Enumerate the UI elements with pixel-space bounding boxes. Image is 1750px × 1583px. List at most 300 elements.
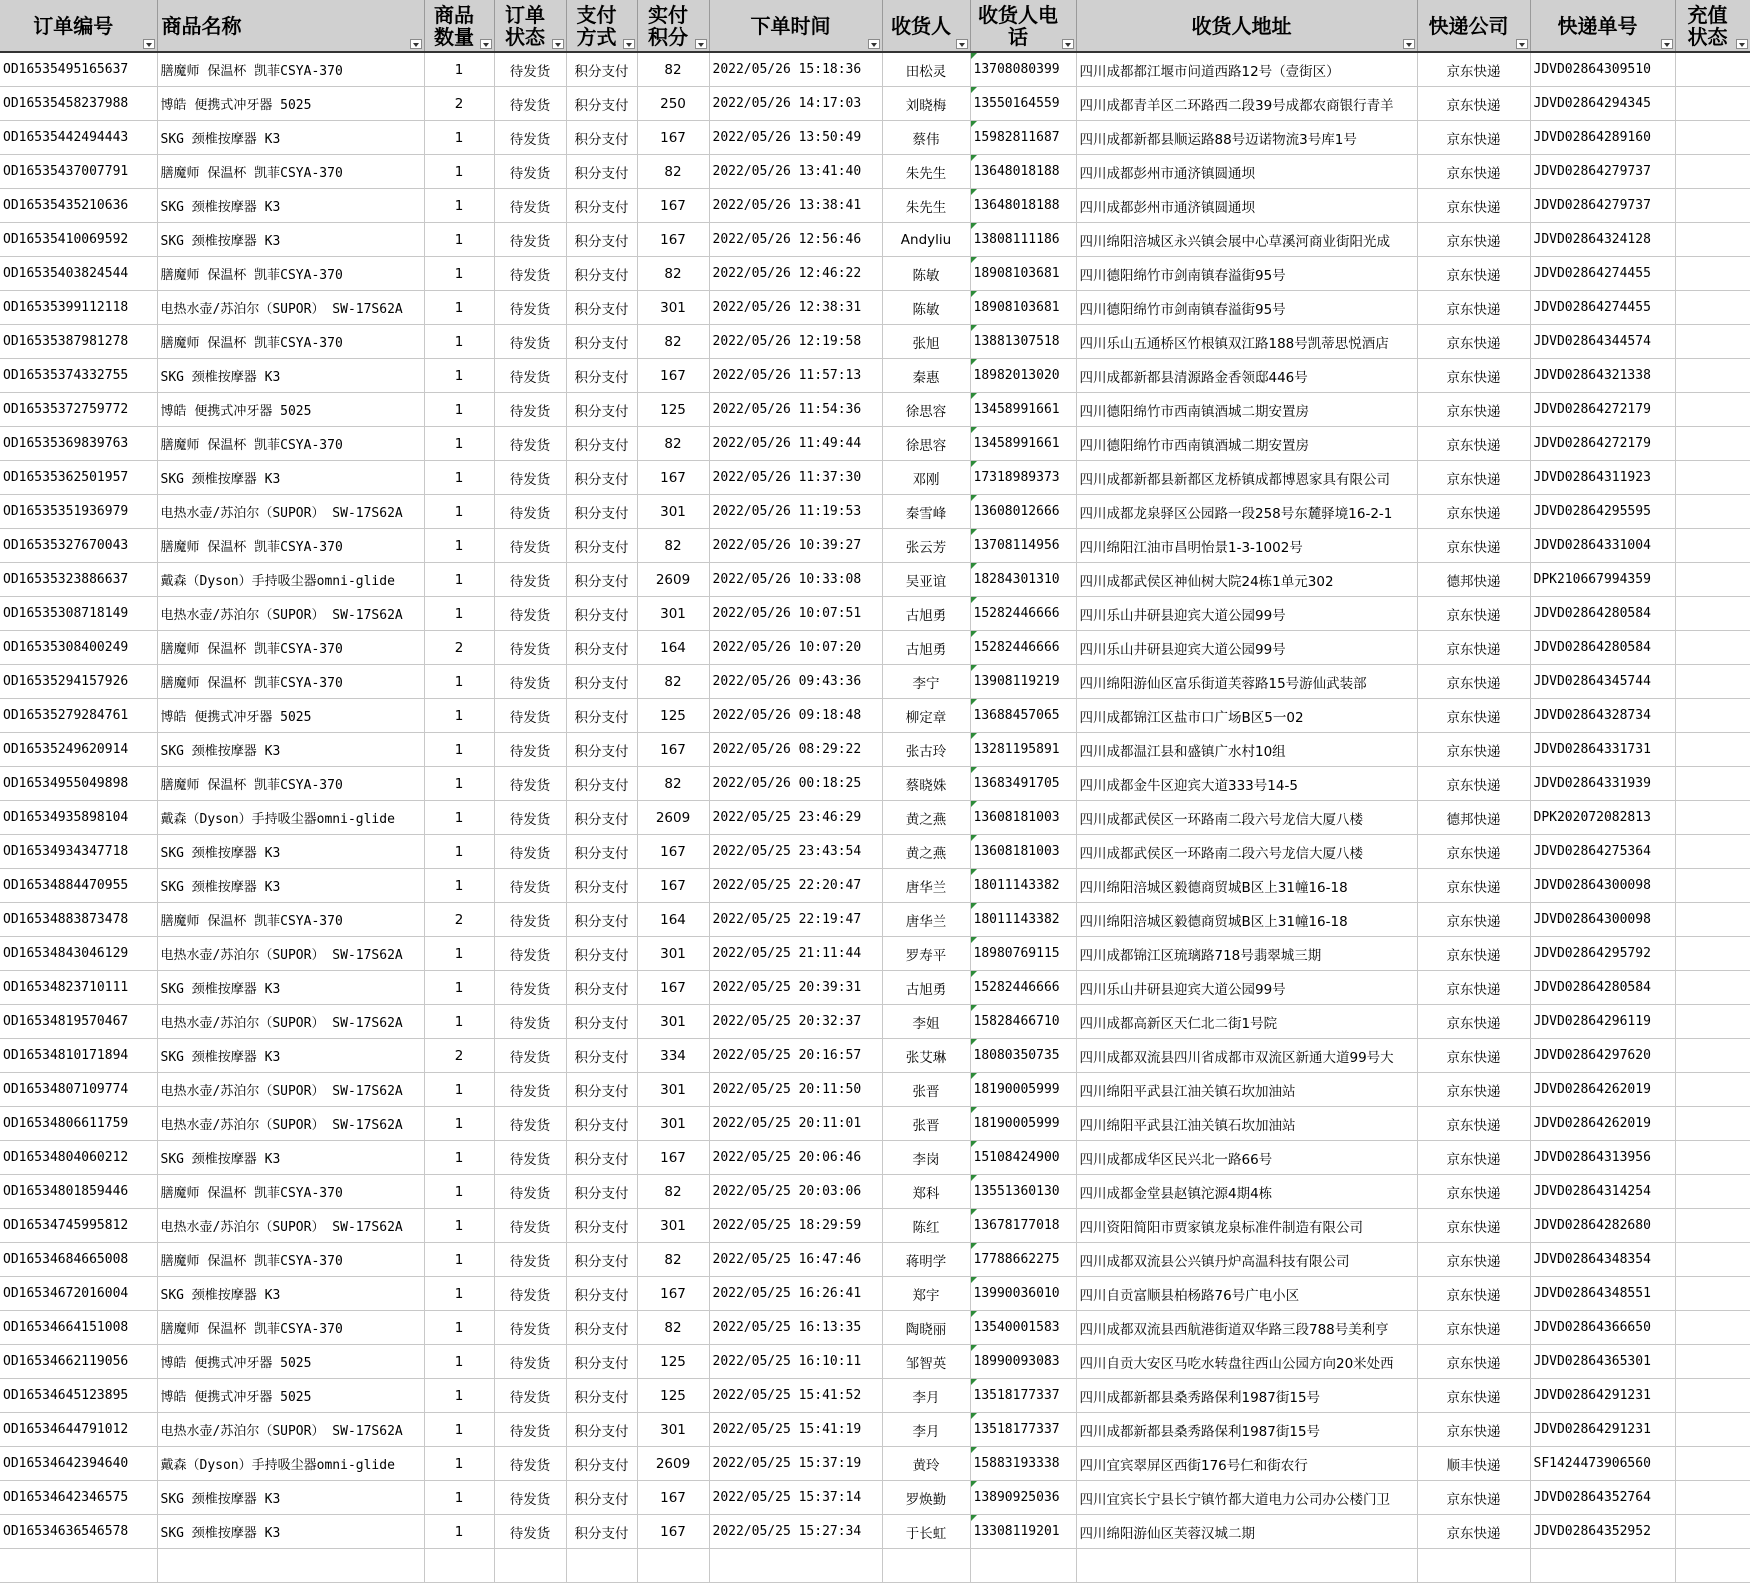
- table-row[interactable]: [0, 291, 1750, 325]
- cell-recharge-status[interactable]: [1675, 563, 1750, 597]
- cell-order-time[interactable]: 2022/05/25 22:20:47: [709, 869, 882, 903]
- empty-row[interactable]: [0, 1549, 1750, 1583]
- cell-order-id[interactable]: OD16534645123895: [0, 1379, 157, 1413]
- filter-dropdown-icon[interactable]: [1062, 39, 1074, 49]
- cell-order-time[interactable]: 2022/05/25 15:37:14: [709, 1481, 882, 1515]
- cell-order-time[interactable]: 2022/05/26 12:19:58: [709, 325, 882, 359]
- cell-recipient-phone[interactable]: 18284301310: [970, 563, 1076, 597]
- cell-quantity[interactable]: 1: [424, 52, 494, 87]
- cell-product-name[interactable]: 戴森（Dyson）手持吸尘器omni-glide: [157, 1447, 424, 1481]
- cell-points-paid[interactable]: 301: [637, 291, 709, 325]
- cell-recipient-address[interactable]: 四川绵阳平武县江油关镇石坎加油站: [1076, 1073, 1417, 1107]
- cell-recharge-status[interactable]: [1675, 1345, 1750, 1379]
- filter-dropdown-icon[interactable]: [410, 39, 422, 49]
- cell-recipient[interactable]: 古旭勇: [882, 971, 970, 1005]
- cell-quantity[interactable]: 1: [424, 1277, 494, 1311]
- cell-points-paid[interactable]: 334: [637, 1039, 709, 1073]
- cell-tracking-number[interactable]: JDVD02864294345: [1530, 87, 1675, 121]
- cell-points-paid[interactable]: 167: [637, 359, 709, 393]
- cell-order-status[interactable]: 待发货: [494, 699, 566, 733]
- cell-points-paid[interactable]: 125: [637, 393, 709, 427]
- table-row[interactable]: [0, 1345, 1750, 1379]
- cell-order-time[interactable]: 2022/05/26 11:57:13: [709, 359, 882, 393]
- cell-points-paid[interactable]: 167: [637, 1277, 709, 1311]
- cell-points-paid[interactable]: 167: [637, 971, 709, 1005]
- cell-courier[interactable]: 京东快递: [1417, 1005, 1530, 1039]
- cell-recipient-address[interactable]: 四川成都双流县四川省成都市双流区新通大道99号大: [1076, 1039, 1417, 1073]
- cell-quantity[interactable]: 1: [424, 1209, 494, 1243]
- cell-order-id[interactable]: OD16535294157926: [0, 665, 157, 699]
- cell-quantity[interactable]: 1: [424, 597, 494, 631]
- cell-order-status[interactable]: 待发货: [494, 1209, 566, 1243]
- cell-courier[interactable]: 京东快递: [1417, 1039, 1530, 1073]
- cell-payment-method[interactable]: 积分支付: [566, 937, 637, 971]
- cell-order-id[interactable]: OD16535249620914: [0, 733, 157, 767]
- cell-recipient[interactable]: 陈红: [882, 1209, 970, 1243]
- cell-points-paid[interactable]: 167: [637, 189, 709, 223]
- cell-recipient-phone[interactable]: 13648018188: [970, 189, 1076, 223]
- cell-recipient[interactable]: 唐华兰: [882, 903, 970, 937]
- cell-order-id[interactable]: OD16535437007791: [0, 155, 157, 189]
- cell-tracking-number[interactable]: JDVD02864280584: [1530, 597, 1675, 631]
- cell-tracking-number[interactable]: JDVD02864309510: [1530, 52, 1675, 87]
- filter-dropdown-icon[interactable]: [1516, 39, 1528, 49]
- cell-quantity[interactable]: 1: [424, 801, 494, 835]
- header-recharge-status[interactable]: [1675, 0, 1750, 52]
- cell-order-id[interactable]: OD16535442494443: [0, 121, 157, 155]
- table-row[interactable]: [0, 801, 1750, 835]
- table-row[interactable]: [0, 52, 1750, 87]
- cell-courier[interactable]: 京东快递: [1417, 495, 1530, 529]
- cell-product-name[interactable]: SKG 颈椎按摩器 K3: [157, 835, 424, 869]
- cell-points-paid[interactable]: 2609: [637, 563, 709, 597]
- cell-tracking-number[interactable]: JDVD02864348551: [1530, 1277, 1675, 1311]
- cell-order-time[interactable]: 2022/05/25 16:26:41: [709, 1277, 882, 1311]
- cell-recipient-phone[interactable]: 18982013020: [970, 359, 1076, 393]
- cell-recipient-phone[interactable]: 13540001583: [970, 1311, 1076, 1345]
- cell-payment-method[interactable]: 积分支付: [566, 869, 637, 903]
- cell-order-id[interactable]: OD16535308400249: [0, 631, 157, 665]
- cell-courier[interactable]: 京东快递: [1417, 835, 1530, 869]
- cell-recipient[interactable]: 朱先生: [882, 155, 970, 189]
- table-row[interactable]: [0, 937, 1750, 971]
- cell-payment-method[interactable]: 积分支付: [566, 257, 637, 291]
- cell-payment-method[interactable]: 积分支付: [566, 1175, 637, 1209]
- cell-recipient-phone[interactable]: 13683491705: [970, 767, 1076, 801]
- cell-courier[interactable]: 德邦快递: [1417, 801, 1530, 835]
- cell-payment-method[interactable]: 积分支付: [566, 427, 637, 461]
- header-product-name[interactable]: [157, 0, 424, 52]
- cell-order-time[interactable]: 2022/05/26 11:54:36: [709, 393, 882, 427]
- cell-recharge-status[interactable]: [1675, 1515, 1750, 1549]
- cell-payment-method[interactable]: 积分支付: [566, 801, 637, 835]
- cell-order-status[interactable]: 待发货: [494, 563, 566, 597]
- cell-recharge-status[interactable]: [1675, 597, 1750, 631]
- cell-quantity[interactable]: 1: [424, 495, 494, 529]
- cell-order-time[interactable]: 2022/05/26 15:18:36: [709, 52, 882, 87]
- cell-order-time[interactable]: 2022/05/25 20:11:01: [709, 1107, 882, 1141]
- cell-recipient-phone[interactable]: 18990093083: [970, 1345, 1076, 1379]
- table-row[interactable]: [0, 1141, 1750, 1175]
- cell-product-name[interactable]: 博皓 便携式冲牙器 5025: [157, 87, 424, 121]
- cell-quantity[interactable]: 1: [424, 1073, 494, 1107]
- cell-recharge-status[interactable]: [1675, 1379, 1750, 1413]
- cell-order-id[interactable]: OD16535279284761: [0, 699, 157, 733]
- cell-recipient[interactable]: 张云芳: [882, 529, 970, 563]
- cell-recharge-status[interactable]: [1675, 461, 1750, 495]
- cell-recipient-phone[interactable]: 13281195891: [970, 733, 1076, 767]
- cell-recipient-address[interactable]: 四川德阳绵竹市剑南镇春溢街95号: [1076, 257, 1417, 291]
- cell-quantity[interactable]: 1: [424, 971, 494, 1005]
- cell-courier[interactable]: 京东快递: [1417, 1379, 1530, 1413]
- cell-product-name[interactable]: 膳魔师 保温杯 凯菲CSYA-370: [157, 767, 424, 801]
- cell-points-paid[interactable]: 82: [637, 529, 709, 563]
- cell-courier[interactable]: 京东快递: [1417, 87, 1530, 121]
- cell-order-id[interactable]: OD16535399112118: [0, 291, 157, 325]
- table-row[interactable]: [0, 1379, 1750, 1413]
- cell-order-status[interactable]: 待发货: [494, 1243, 566, 1277]
- cell-payment-method[interactable]: 积分支付: [566, 971, 637, 1005]
- cell-points-paid[interactable]: 82: [637, 665, 709, 699]
- cell-recharge-status[interactable]: [1675, 665, 1750, 699]
- cell-points-paid[interactable]: 125: [637, 1379, 709, 1413]
- cell-quantity[interactable]: 1: [424, 563, 494, 597]
- cell-order-id[interactable]: OD16534672016004: [0, 1277, 157, 1311]
- cell-tracking-number[interactable]: JDVD02864291231: [1530, 1413, 1675, 1447]
- cell-points-paid[interactable]: 125: [637, 699, 709, 733]
- table-row[interactable]: [0, 1175, 1750, 1209]
- header-payment-method[interactable]: [566, 0, 637, 52]
- cell-recipient-phone[interactable]: 15282446666: [970, 971, 1076, 1005]
- cell-recipient-address[interactable]: 四川成都锦江区琉璃路718号翡翠城三期: [1076, 937, 1417, 971]
- cell-recipient-address[interactable]: 四川绵阳涪城区毅德商贸城B区上31幢16-18: [1076, 903, 1417, 937]
- cell-order-status[interactable]: 待发货: [494, 291, 566, 325]
- cell-points-paid[interactable]: 167: [637, 121, 709, 155]
- cell-recipient[interactable]: 徐思容: [882, 393, 970, 427]
- cell-courier[interactable]: 京东快递: [1417, 325, 1530, 359]
- cell-order-time[interactable]: 2022/05/25 16:47:46: [709, 1243, 882, 1277]
- cell-order-id[interactable]: OD16534843046129: [0, 937, 157, 971]
- cell-payment-method[interactable]: 积分支付: [566, 1447, 637, 1481]
- cell-courier[interactable]: 顺丰快递: [1417, 1447, 1530, 1481]
- cell-courier[interactable]: 京东快递: [1417, 937, 1530, 971]
- cell-quantity[interactable]: 1: [424, 461, 494, 495]
- cell-order-status[interactable]: 待发货: [494, 257, 566, 291]
- cell-recipient-phone[interactable]: 13518177337: [970, 1413, 1076, 1447]
- cell-points-paid[interactable]: 167: [637, 461, 709, 495]
- cell-recipient-phone[interactable]: 18908103681: [970, 291, 1076, 325]
- cell-recharge-status[interactable]: [1675, 1243, 1750, 1277]
- table-row[interactable]: [0, 189, 1750, 223]
- cell-points-paid[interactable]: 82: [637, 767, 709, 801]
- cell-order-id[interactable]: OD16535369839763: [0, 427, 157, 461]
- header-order-time[interactable]: [709, 0, 882, 52]
- cell-tracking-number[interactable]: JDVD02864297620: [1530, 1039, 1675, 1073]
- cell-recipient[interactable]: 黄之燕: [882, 801, 970, 835]
- cell-quantity[interactable]: 1: [424, 257, 494, 291]
- cell-courier[interactable]: 京东快递: [1417, 1311, 1530, 1345]
- cell-courier[interactable]: 京东快递: [1417, 529, 1530, 563]
- cell-order-id[interactable]: OD16534819570467: [0, 1005, 157, 1039]
- cell-points-paid[interactable]: 82: [637, 1175, 709, 1209]
- cell-tracking-number[interactable]: JDVD02864311923: [1530, 461, 1675, 495]
- cell-payment-method[interactable]: 积分支付: [566, 189, 637, 223]
- cell-quantity[interactable]: 2: [424, 1039, 494, 1073]
- cell-tracking-number[interactable]: JDVD02864272179: [1530, 393, 1675, 427]
- cell-product-name[interactable]: 电热水壶/苏泊尔（SUPOR） SW-17S62A: [157, 495, 424, 529]
- cell-order-id[interactable]: OD16534745995812: [0, 1209, 157, 1243]
- cell-recipient-address[interactable]: 四川成都金牛区迎宾大道333号14-5: [1076, 767, 1417, 801]
- cell-order-time[interactable]: 2022/05/25 15:27:34: [709, 1515, 882, 1549]
- cell-recipient[interactable]: 张艾琳: [882, 1039, 970, 1073]
- cell-recipient[interactable]: 郑宇: [882, 1277, 970, 1311]
- cell-points-paid[interactable]: 2609: [637, 801, 709, 835]
- cell-recharge-status[interactable]: [1675, 1107, 1750, 1141]
- table-row[interactable]: [0, 1447, 1750, 1481]
- cell-order-status[interactable]: 待发货: [494, 1447, 566, 1481]
- filter-dropdown-icon[interactable]: [868, 39, 880, 49]
- cell-points-paid[interactable]: 125: [637, 1345, 709, 1379]
- cell-tracking-number[interactable]: JDVD02864280584: [1530, 631, 1675, 665]
- cell-payment-method[interactable]: 积分支付: [566, 1277, 637, 1311]
- cell-recipient-phone[interactable]: 17318989373: [970, 461, 1076, 495]
- cell-courier[interactable]: 京东快递: [1417, 903, 1530, 937]
- cell-courier[interactable]: 京东快递: [1417, 52, 1530, 87]
- cell-order-id[interactable]: OD16534823710111: [0, 971, 157, 1005]
- cell-order-time[interactable]: 2022/05/25 20:32:37: [709, 1005, 882, 1039]
- cell-recipient[interactable]: 黄玲: [882, 1447, 970, 1481]
- cell-recipient-address[interactable]: 四川成都锦江区盐市口广场B区5一02: [1076, 699, 1417, 733]
- cell-order-id[interactable]: OD16534807109774: [0, 1073, 157, 1107]
- table-row[interactable]: [0, 665, 1750, 699]
- cell-product-name[interactable]: SKG 颈椎按摩器 K3: [157, 223, 424, 257]
- cell-recipient-address[interactable]: 四川成都新都县桑秀路保利1987街15号: [1076, 1379, 1417, 1413]
- table-row[interactable]: [0, 1311, 1750, 1345]
- cell-courier[interactable]: 京东快递: [1417, 121, 1530, 155]
- table-row[interactable]: [0, 835, 1750, 869]
- cell-points-paid[interactable]: 250: [637, 87, 709, 121]
- cell-courier[interactable]: 京东快递: [1417, 665, 1530, 699]
- cell-recharge-status[interactable]: [1675, 427, 1750, 461]
- cell-order-time[interactable]: 2022/05/26 11:19:53: [709, 495, 882, 529]
- cell-order-time[interactable]: 2022/05/25 20:16:57: [709, 1039, 882, 1073]
- cell-tracking-number[interactable]: JDVD02864352764: [1530, 1481, 1675, 1515]
- cell-product-name[interactable]: SKG 颈椎按摩器 K3: [157, 971, 424, 1005]
- cell-order-status[interactable]: 待发货: [494, 937, 566, 971]
- header-quantity[interactable]: [424, 0, 494, 52]
- cell-quantity[interactable]: 1: [424, 359, 494, 393]
- cell-order-id[interactable]: OD16535308718149: [0, 597, 157, 631]
- cell-recipient[interactable]: 张古玲: [882, 733, 970, 767]
- header-recipient[interactable]: [882, 0, 970, 52]
- cell-recharge-status[interactable]: [1675, 1005, 1750, 1039]
- cell-tracking-number[interactable]: JDVD02864314254: [1530, 1175, 1675, 1209]
- cell-recipient[interactable]: 吴亚谊: [882, 563, 970, 597]
- cell-quantity[interactable]: 1: [424, 1345, 494, 1379]
- cell-tracking-number[interactable]: JDVD02864328734: [1530, 699, 1675, 733]
- table-row[interactable]: [0, 1515, 1750, 1549]
- cell-recharge-status[interactable]: [1675, 1209, 1750, 1243]
- empty-cell[interactable]: [970, 1549, 1076, 1583]
- table-row[interactable]: [0, 1005, 1750, 1039]
- cell-order-time[interactable]: 2022/05/25 18:29:59: [709, 1209, 882, 1243]
- cell-order-id[interactable]: OD16534642394640: [0, 1447, 157, 1481]
- table-row[interactable]: [0, 1277, 1750, 1311]
- cell-payment-method[interactable]: 积分支付: [566, 325, 637, 359]
- cell-payment-method[interactable]: 积分支付: [566, 1515, 637, 1549]
- cell-quantity[interactable]: 1: [424, 733, 494, 767]
- cell-quantity[interactable]: 1: [424, 937, 494, 971]
- cell-tracking-number[interactable]: JDVD02864331731: [1530, 733, 1675, 767]
- cell-order-time[interactable]: 2022/05/26 10:39:27: [709, 529, 882, 563]
- cell-product-name[interactable]: SKG 颈椎按摩器 K3: [157, 189, 424, 223]
- cell-order-id[interactable]: OD16535410069592: [0, 223, 157, 257]
- cell-product-name[interactable]: 膳魔师 保温杯 凯菲CSYA-370: [157, 52, 424, 87]
- cell-recipient[interactable]: 张晋: [882, 1107, 970, 1141]
- cell-quantity[interactable]: 2: [424, 87, 494, 121]
- filter-dropdown-icon[interactable]: [956, 39, 968, 49]
- cell-order-status[interactable]: 待发货: [494, 869, 566, 903]
- cell-payment-method[interactable]: 积分支付: [566, 1243, 637, 1277]
- cell-recharge-status[interactable]: [1675, 699, 1750, 733]
- cell-points-paid[interactable]: 167: [637, 1481, 709, 1515]
- cell-courier[interactable]: 京东快递: [1417, 631, 1530, 665]
- cell-tracking-number[interactable]: JDVD02864291231: [1530, 1379, 1675, 1413]
- cell-order-status[interactable]: 待发货: [494, 1379, 566, 1413]
- table-row[interactable]: [0, 1039, 1750, 1073]
- cell-order-id[interactable]: OD16535362501957: [0, 461, 157, 495]
- cell-recharge-status[interactable]: [1675, 801, 1750, 835]
- cell-points-paid[interactable]: 82: [637, 52, 709, 87]
- table-row[interactable]: [0, 971, 1750, 1005]
- table-row[interactable]: [0, 223, 1750, 257]
- cell-recipient[interactable]: 秦惠: [882, 359, 970, 393]
- cell-payment-method[interactable]: 积分支付: [566, 1073, 637, 1107]
- cell-order-time[interactable]: 2022/05/26 09:43:36: [709, 665, 882, 699]
- cell-recipient[interactable]: 李姐: [882, 1005, 970, 1039]
- cell-recharge-status[interactable]: [1675, 155, 1750, 189]
- cell-points-paid[interactable]: 82: [637, 1243, 709, 1277]
- cell-tracking-number[interactable]: JDVD02864331004: [1530, 529, 1675, 563]
- cell-recipient[interactable]: 陈敏: [882, 257, 970, 291]
- empty-cell[interactable]: [1076, 1549, 1417, 1583]
- cell-recipient[interactable]: 柳定章: [882, 699, 970, 733]
- cell-product-name[interactable]: 膳魔师 保温杯 凯菲CSYA-370: [157, 155, 424, 189]
- cell-points-paid[interactable]: 167: [637, 223, 709, 257]
- cell-order-id[interactable]: OD16534806611759: [0, 1107, 157, 1141]
- table-row[interactable]: [0, 461, 1750, 495]
- cell-order-time[interactable]: 2022/05/26 10:07:51: [709, 597, 882, 631]
- cell-order-time[interactable]: 2022/05/26 10:07:20: [709, 631, 882, 665]
- cell-payment-method[interactable]: 积分支付: [566, 52, 637, 87]
- cell-order-id[interactable]: OD16534935898104: [0, 801, 157, 835]
- cell-tracking-number[interactable]: JDVD02864289160: [1530, 121, 1675, 155]
- table-row[interactable]: [0, 359, 1750, 393]
- cell-courier[interactable]: 京东快递: [1417, 1107, 1530, 1141]
- cell-order-time[interactable]: 2022/05/26 12:46:22: [709, 257, 882, 291]
- cell-order-id[interactable]: OD16534810171894: [0, 1039, 157, 1073]
- table-row[interactable]: [0, 155, 1750, 189]
- cell-order-time[interactable]: 2022/05/25 23:46:29: [709, 801, 882, 835]
- cell-order-id[interactable]: OD16535387981278: [0, 325, 157, 359]
- cell-recipient-phone[interactable]: 15108424900: [970, 1141, 1076, 1175]
- cell-courier[interactable]: 京东快递: [1417, 359, 1530, 393]
- cell-points-paid[interactable]: 301: [637, 597, 709, 631]
- filter-dropdown-icon[interactable]: [1661, 39, 1673, 49]
- cell-quantity[interactable]: 1: [424, 1141, 494, 1175]
- cell-recharge-status[interactable]: [1675, 529, 1750, 563]
- cell-quantity[interactable]: 1: [424, 1005, 494, 1039]
- cell-recipient-phone[interactable]: 15982811687: [970, 121, 1076, 155]
- cell-recipient-address[interactable]: 四川绵阳游仙区富乐街道芙蓉路15号游仙武装部: [1076, 665, 1417, 699]
- cell-recipient[interactable]: 蔡晓姝: [882, 767, 970, 801]
- cell-recipient-phone[interactable]: 15282446666: [970, 597, 1076, 631]
- cell-recipient-phone[interactable]: 13688457065: [970, 699, 1076, 733]
- cell-payment-method[interactable]: 积分支付: [566, 1039, 637, 1073]
- cell-courier[interactable]: 京东快递: [1417, 1515, 1530, 1549]
- cell-order-status[interactable]: 待发货: [494, 325, 566, 359]
- cell-recharge-status[interactable]: [1675, 733, 1750, 767]
- cell-recipient-address[interactable]: 四川自贡富顺县柏杨路76号广电小区: [1076, 1277, 1417, 1311]
- cell-recharge-status[interactable]: [1675, 1311, 1750, 1345]
- cell-tracking-number[interactable]: JDVD02864331939: [1530, 767, 1675, 801]
- table-row[interactable]: [0, 325, 1750, 359]
- filter-dropdown-icon[interactable]: [1736, 39, 1748, 49]
- cell-recipient[interactable]: 黄之燕: [882, 835, 970, 869]
- cell-recipient-phone[interactable]: 15282446666: [970, 631, 1076, 665]
- cell-payment-method[interactable]: 积分支付: [566, 223, 637, 257]
- cell-recharge-status[interactable]: [1675, 393, 1750, 427]
- cell-order-id[interactable]: OD16534934347718: [0, 835, 157, 869]
- cell-payment-method[interactable]: 积分支付: [566, 1379, 637, 1413]
- cell-order-status[interactable]: 待发货: [494, 393, 566, 427]
- cell-recharge-status[interactable]: [1675, 869, 1750, 903]
- cell-product-name[interactable]: SKG 颈椎按摩器 K3: [157, 359, 424, 393]
- cell-courier[interactable]: 京东快递: [1417, 699, 1530, 733]
- cell-product-name[interactable]: 电热水壶/苏泊尔（SUPOR） SW-17S62A: [157, 937, 424, 971]
- cell-product-name[interactable]: 电热水壶/苏泊尔（SUPOR） SW-17S62A: [157, 1073, 424, 1107]
- cell-order-id[interactable]: OD16534644791012: [0, 1413, 157, 1447]
- table-row[interactable]: [0, 393, 1750, 427]
- cell-recipient-phone[interactable]: 13551360130: [970, 1175, 1076, 1209]
- cell-tracking-number[interactable]: JDVD02864365301: [1530, 1345, 1675, 1379]
- cell-payment-method[interactable]: 积分支付: [566, 1141, 637, 1175]
- cell-payment-method[interactable]: 积分支付: [566, 1209, 637, 1243]
- table-row[interactable]: [0, 257, 1750, 291]
- cell-courier[interactable]: 京东快递: [1417, 1481, 1530, 1515]
- cell-quantity[interactable]: 1: [424, 529, 494, 563]
- cell-payment-method[interactable]: 积分支付: [566, 1345, 637, 1379]
- cell-order-id[interactable]: OD16534884470955: [0, 869, 157, 903]
- cell-order-status[interactable]: 待发货: [494, 359, 566, 393]
- cell-order-status[interactable]: 待发货: [494, 1175, 566, 1209]
- cell-points-paid[interactable]: 167: [637, 1141, 709, 1175]
- table-row[interactable]: [0, 869, 1750, 903]
- cell-tracking-number[interactable]: JDVD02864262019: [1530, 1107, 1675, 1141]
- cell-points-paid[interactable]: 167: [637, 869, 709, 903]
- header-tracking-number[interactable]: [1530, 0, 1675, 52]
- cell-order-time[interactable]: 2022/05/26 13:38:41: [709, 189, 882, 223]
- table-row[interactable]: [0, 529, 1750, 563]
- cell-order-id[interactable]: OD16534664151008: [0, 1311, 157, 1345]
- cell-order-status[interactable]: 待发货: [494, 1039, 566, 1073]
- cell-recipient-address[interactable]: 四川宜宾长宁县长宁镇竹都大道电力公司办公楼门卫: [1076, 1481, 1417, 1515]
- cell-recipient-address[interactable]: 四川成都都江堰市问道西路12号（壹街区）: [1076, 52, 1417, 87]
- cell-points-paid[interactable]: 164: [637, 631, 709, 665]
- cell-tracking-number[interactable]: JDVD02864345744: [1530, 665, 1675, 699]
- cell-recharge-status[interactable]: [1675, 223, 1750, 257]
- cell-order-status[interactable]: 待发货: [494, 87, 566, 121]
